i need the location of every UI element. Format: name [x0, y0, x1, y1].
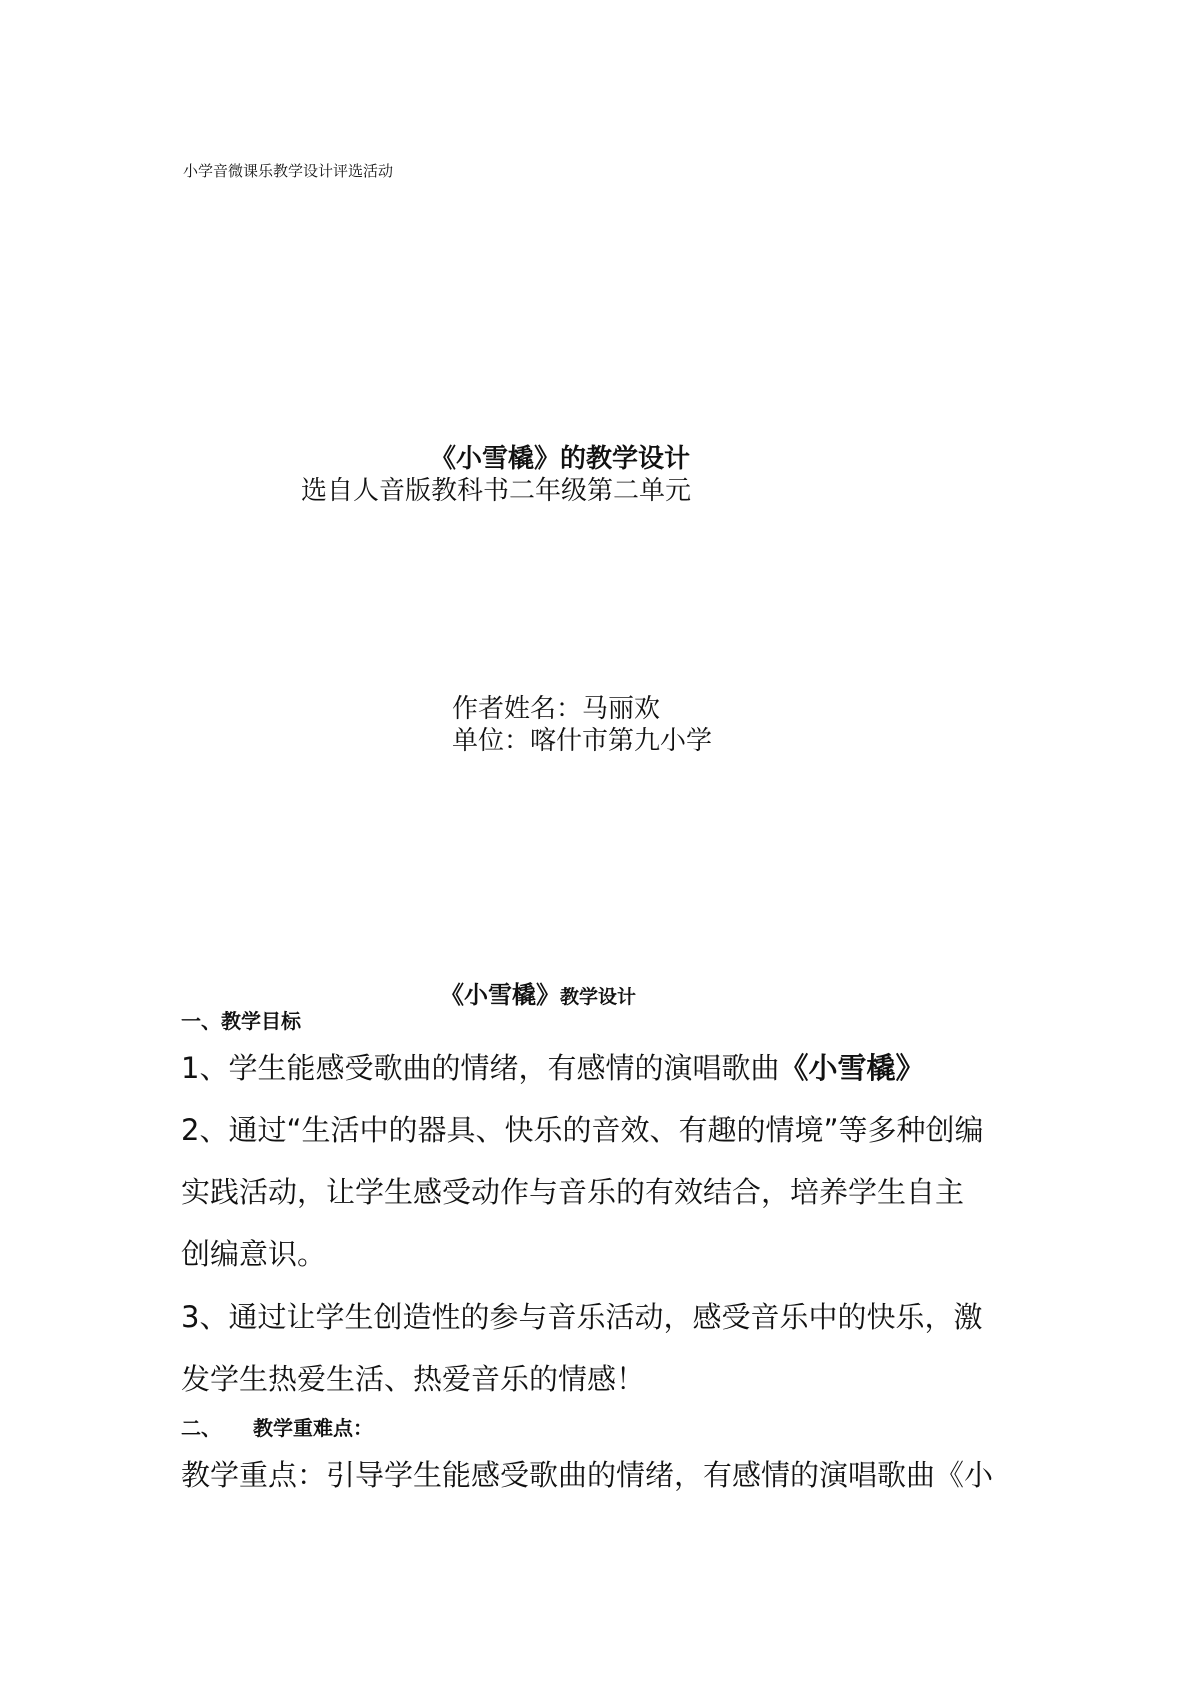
key-point-text: 教学重点：引导学生能感受歌曲的情绪，有感情的演唱歌曲《小 [181, 1458, 994, 1492]
goal-1-text: 1、学生能感受歌曲的情绪，有感情的演唱歌曲 [181, 1051, 780, 1085]
cover-subtitle: 选自人音版教科书二年级第二单元 [301, 476, 692, 506]
cover-title: 《小雪橇》的教学设计 [430, 444, 691, 474]
heading-teaching-goals: 一、教学目标 [181, 1009, 301, 1033]
goal-3-line-2: 发学生热爱生活、热爱音乐的情感！ [181, 1362, 646, 1396]
goal-2-line-1: 2、通过“生活中的器具、快乐的音效、有趣的情境”等多种创编 [181, 1113, 984, 1147]
heading-key-points [181, 1412, 373, 1441]
goal-1 [181, 1046, 924, 1087]
section-title-main: 《小雪橇》 [440, 981, 560, 1009]
section-title [440, 975, 636, 1010]
goal-2-line-3: 创编意识。 [181, 1237, 327, 1271]
page-header: 小学音微课乐教学设计评选活动 [183, 162, 394, 180]
heading-key-points-text: 教学重难点： [253, 1416, 373, 1440]
author-unit: 单位：喀什市第九小学 [452, 726, 713, 756]
author-name: 作者姓名：马丽欢 [452, 694, 661, 724]
section-title-suffix: 教学设计 [560, 986, 637, 1008]
goal-2-line-2: 实践活动，让学生感受动作与音乐的有效结合，培养学生自主 [181, 1175, 965, 1209]
goal-1-song: 《小雪橇》 [779, 1051, 925, 1085]
goal-3-line-1: 3、通过让学生创造性的参与音乐活动，感受音乐中的快乐，激 [181, 1300, 983, 1334]
heading-key-points-number: 二、 [181, 1416, 221, 1440]
